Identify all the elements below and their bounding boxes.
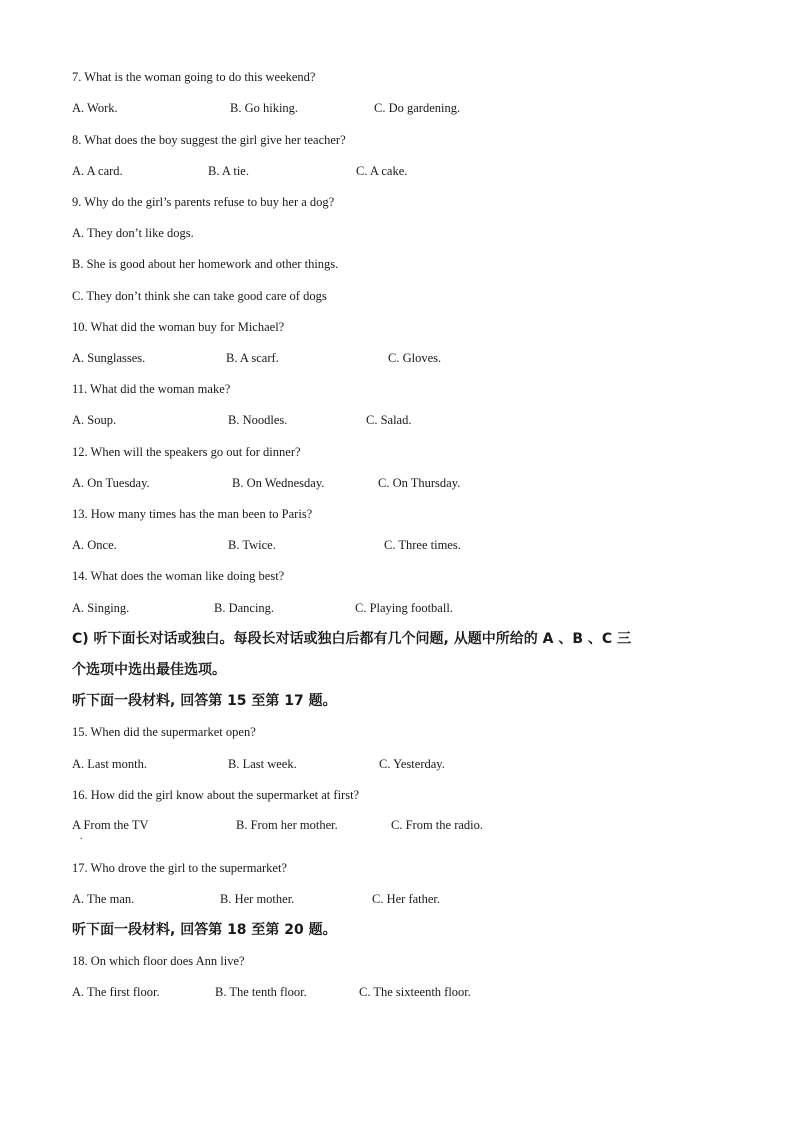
option-a: A From the TV xyxy=(72,818,149,832)
question-13: 13. How many times has the man been to Paris? xyxy=(72,507,313,521)
option-b: B. From her mother. xyxy=(236,818,338,832)
question-18: 18. On which floor does Ann live? xyxy=(72,954,245,968)
question-17: 17. Who drove the girl to the supermarket? xyxy=(72,861,287,875)
option-a: A. Work. xyxy=(72,101,118,115)
option-a: A. The man. xyxy=(72,892,135,906)
option-a: A. On Tuesday. xyxy=(72,476,150,490)
option-b: B. A scarf. xyxy=(226,351,279,365)
question-9: 9. Why do the girl’s parents refuse to buy her a dog? xyxy=(72,195,335,209)
option-c: C. Three times. xyxy=(384,538,461,552)
option-b: B. On Wednesday. xyxy=(232,476,325,490)
option-a: A. A card. xyxy=(72,164,123,178)
section-instruction: 听下面一段材料, 回答第 15 至第 17 题。 xyxy=(72,693,337,709)
option-c: C. A cake. xyxy=(356,164,408,178)
option-c: C. They don’t think she can take good care of dogs xyxy=(72,289,327,303)
option-a: A. The first floor. xyxy=(72,985,160,999)
option-c: C. Yesterday. xyxy=(379,757,445,771)
option-c: C. From the radio. xyxy=(391,818,484,832)
option-c: C. Salad. xyxy=(366,413,412,427)
option-b: B. Her mother. xyxy=(220,892,295,906)
section-c-heading-cont: 个选项中选出最佳选项。 xyxy=(72,662,226,678)
question-16: 16. How did the girl know about the supermarket at first? xyxy=(72,788,360,802)
option-c: C. Her father. xyxy=(372,892,441,906)
option-a: A. They don’t like dogs. xyxy=(72,226,194,240)
option-c: C. Do gardening. xyxy=(374,101,461,115)
option-a: A. Sunglasses. xyxy=(72,351,146,365)
option-b: B. The tenth floor. xyxy=(215,985,307,999)
section-instruction: 听下面一段材料, 回答第 18 至第 20 题。 xyxy=(72,922,337,938)
option-b: B. Go hiking. xyxy=(230,101,299,115)
option-b: B. Noodles. xyxy=(228,413,288,427)
stray-mark: . xyxy=(80,831,83,842)
question-11: 11. What did the woman make? xyxy=(72,382,231,396)
option-c: C. Playing football. xyxy=(355,601,453,615)
section-c-heading: C) 听下面长对话或独白。每段长对话或独白后都有几个问题, 从题中所给的 A 、B 、C 三 xyxy=(72,631,632,647)
question-7: 7. What is the woman going to do this weekend? xyxy=(72,70,316,84)
option-b: B. A tie. xyxy=(208,164,249,178)
option-b: B. Twice. xyxy=(228,538,276,552)
question-14: 14. What does the woman like doing best? xyxy=(72,569,285,583)
option-a: A. Last month. xyxy=(72,757,147,771)
question-15: 15. When did the supermarket open? xyxy=(72,725,256,739)
question-8: 8. What does the boy suggest the girl give her teacher? xyxy=(72,133,346,147)
option-a: A. Singing. xyxy=(72,601,130,615)
option-b: B. She is good about her homework and other things. xyxy=(72,257,339,271)
option-c: C. On Thursday. xyxy=(378,476,461,490)
option-c: C. Gloves. xyxy=(388,351,442,365)
option-a: A. Soup. xyxy=(72,413,117,427)
option-c: C. The sixteenth floor. xyxy=(359,985,471,999)
option-a: A. Once. xyxy=(72,538,117,552)
option-b: B. Dancing. xyxy=(214,601,275,615)
question-12: 12. When will the speakers go out for dinner? xyxy=(72,445,301,459)
question-10: 10. What did the woman buy for Michael? xyxy=(72,320,285,334)
option-b: B. Last week. xyxy=(228,757,297,771)
